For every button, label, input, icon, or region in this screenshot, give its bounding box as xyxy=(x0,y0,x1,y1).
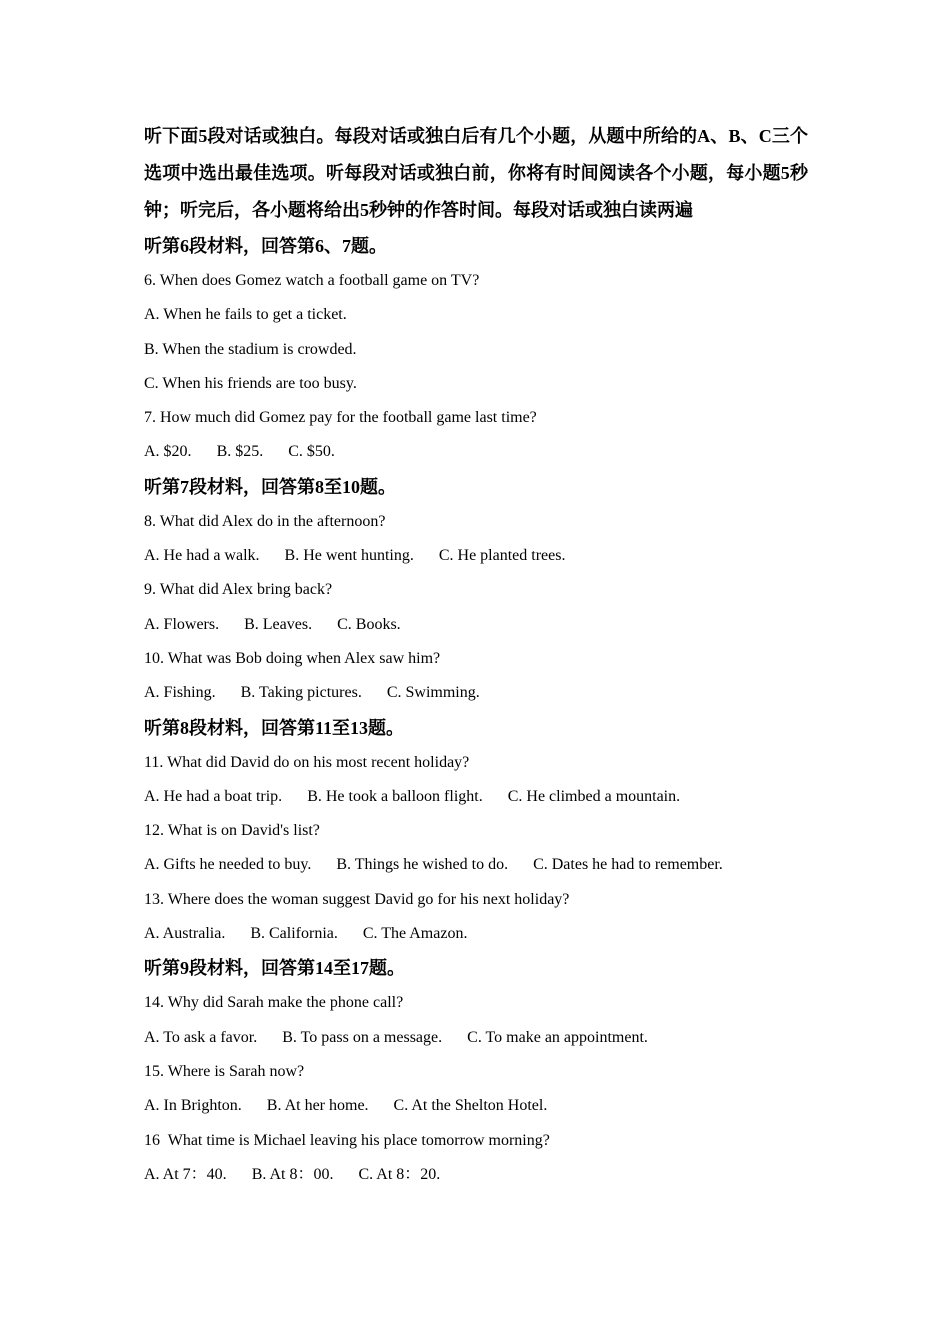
option-c: C. He climbed a mountain. xyxy=(507,787,681,805)
option-b: B. California. xyxy=(250,925,338,943)
options-15 xyxy=(144,1089,808,1123)
options-10 xyxy=(144,676,808,710)
question-14: 14. Why did Sarah make the phone call? xyxy=(144,994,404,1012)
question-8: 8. What did Alex do in the afternoon? xyxy=(144,512,386,530)
option-b: B. Leaves. xyxy=(244,615,313,633)
option-a: A. Australia. xyxy=(144,925,226,943)
option-c: C. Books. xyxy=(337,615,401,633)
option-c: C. Swimming. xyxy=(386,684,480,702)
section-7 xyxy=(144,470,808,711)
option-b: B. At her home. xyxy=(266,1097,369,1115)
option-6a: A. When he fails to get a ticket. xyxy=(144,306,347,324)
option-c: C. At the Shelton Hotel. xyxy=(393,1097,548,1115)
option-a: A. He had a walk. xyxy=(144,547,260,565)
options-12 xyxy=(144,848,808,882)
option-a: A. Flowers. xyxy=(144,615,220,633)
section-heading: 听第8段材料，回答第11至13题。 xyxy=(144,717,405,738)
option-6b: B. When the stadium is crowded. xyxy=(144,340,357,358)
option-b: B. He went hunting. xyxy=(284,547,414,565)
option-a: A. To ask a favor. xyxy=(144,1028,258,1046)
section-8 xyxy=(144,711,808,952)
question-6: 6. When does Gomez watch a football game on TV? xyxy=(144,272,480,289)
options-11 xyxy=(144,780,808,814)
option-c: C. To make an appointment. xyxy=(467,1028,648,1046)
question-7: 7. How much did Gomez pay for the football game last time? xyxy=(144,409,537,427)
option-a: A. $20. xyxy=(144,443,192,461)
section-heading: 听第9段材料，回答第14至17题。 xyxy=(144,958,405,979)
option-a: A. In Brighton. xyxy=(144,1097,242,1115)
option-b: B. To pass on a message. xyxy=(282,1028,443,1046)
option-c: C. At 8：20. xyxy=(358,1165,441,1183)
document-page xyxy=(144,118,808,1192)
option-b: B. $25. xyxy=(216,443,264,461)
section-heading: 听第7段材料，回答第8至10题。 xyxy=(144,476,396,497)
options-7 xyxy=(144,435,808,469)
option-a: A. He had a boat trip. xyxy=(144,787,283,805)
section-6 xyxy=(144,229,808,470)
question-13: 13. Where does the woman suggest David go for his next holiday? xyxy=(144,890,570,908)
option-b: B. He took a balloon flight. xyxy=(307,787,483,805)
option-c: C. Dates he had to remember. xyxy=(533,856,723,874)
question-12: 12. What is on David's list? xyxy=(144,822,320,840)
options-13 xyxy=(144,917,808,951)
question-15: 15. Where is Sarah now? xyxy=(144,1062,305,1080)
option-a: A. Fishing. xyxy=(144,684,216,702)
option-c: C. The Amazon. xyxy=(362,925,468,943)
option-b: B. At 8：00. xyxy=(251,1165,334,1183)
options-9 xyxy=(144,608,808,642)
section-heading: 听第6段材料，回答第6、7题。 xyxy=(144,236,387,256)
question-10: 10. What was Bob doing when Alex saw him? xyxy=(144,649,441,667)
instructions-paragraph: 听下面5段对话或独白。每段对话或独白后有几个小题，从题中所给的A、B、C三个选项中选出最佳选项。听每段对话或独白前，你将有时间阅读各个小题，每小题5秒钟；听完后，各小题将给出5秒钟的作答时间。每段对话或独白读两遍 xyxy=(144,126,808,220)
option-a: A. At 7：40. xyxy=(144,1165,227,1183)
option-b: B. Things he wished to do. xyxy=(336,856,509,874)
section-9 xyxy=(144,951,808,1192)
question-11: 11. What did David do on his most recent holiday? xyxy=(144,753,470,771)
question-9: 9. What did Alex bring back? xyxy=(144,581,333,599)
options-8 xyxy=(144,539,808,573)
question-16: 16 What time is Michael leaving his place tomorrow morning? xyxy=(144,1131,550,1149)
options-16 xyxy=(144,1158,808,1192)
option-b: B. Taking pictures. xyxy=(240,684,362,702)
option-a: A. Gifts he needed to buy. xyxy=(144,856,312,874)
options-14 xyxy=(144,1021,808,1055)
option-c: C. $50. xyxy=(288,443,335,461)
option-c: C. He planted trees. xyxy=(438,547,566,565)
option-6c: C. When his friends are too busy. xyxy=(144,374,357,392)
